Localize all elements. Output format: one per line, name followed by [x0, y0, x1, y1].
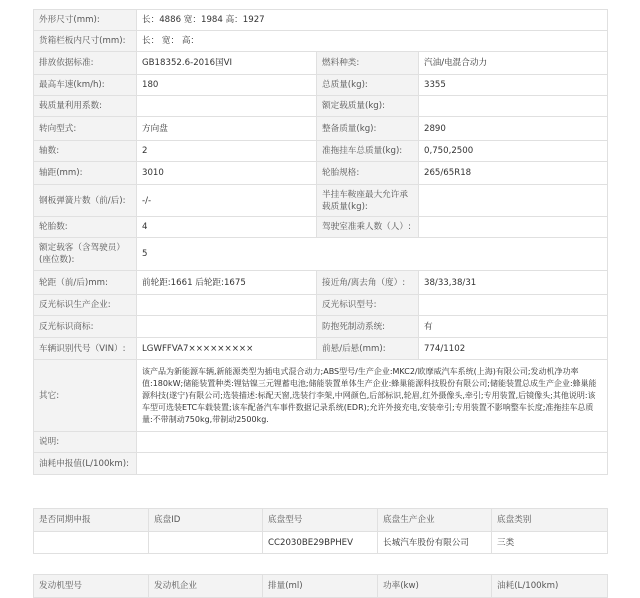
spec-label: 总质量(kg): [317, 75, 419, 96]
spec-label: 载质量利用系数: [34, 96, 137, 117]
spec-value: 38/33,38/31 [419, 271, 608, 295]
spec-row [34, 52, 608, 75]
chassis-declare-value [34, 532, 149, 554]
chassis-id-value [149, 532, 263, 554]
chassis-category-value: 三类 [492, 532, 608, 554]
spec-value: 该产品为新能源车辆,新能源类型为插电式混合动力;ABS型号/生产企业:MKC2/欧摩威汽车系统(上海)有限公司;发动机净功率值:180kW;储能装置种类:锂钴镍三元锂蓄电池;储能装置单体生产企业:蜂巢能源科技股份有限公司;储能装置总成生产企业:蜂巢能源科技(遂宁)有限公司;选装描述:标配天窗,选装行李架,中网颜色,后部标识,轮眉,红外摄像头,牵引;专用装置,后镜像头;其他说明:该车型可选装ETC车载装置;该车配备汽车事件数据记录系统(EDR);允许外接充电,安装牵引;专用装置不影响整车长度;准拖挂车总质量:不带制动750kg,带制动2500kg. [137, 360, 608, 432]
spec-row [34, 141, 608, 162]
spec-label: 整备质量(kg): [317, 117, 419, 141]
spec-label: 其它: [34, 360, 137, 432]
spec-row [34, 96, 608, 117]
chassis-header-maker: 底盘生产企业 [378, 509, 492, 532]
spec-value [137, 432, 608, 453]
spec-label: 前悬/后悬(mm): [317, 338, 419, 360]
spec-value: 180 [137, 75, 317, 96]
spec-label: 说明: [34, 432, 137, 453]
spec-row [34, 217, 608, 238]
spec-value [137, 96, 317, 117]
spec-label: 车辆识别代号（VIN）: [34, 338, 137, 360]
chassis-header-model: 底盘型号 [263, 509, 378, 532]
chassis-header-row [34, 509, 608, 532]
spec-value: 长：4886 宽：1984 高：1927 [137, 10, 608, 31]
spec-value: 774/1102 [419, 338, 608, 360]
spec-label: 最高车速(km/h): [34, 75, 137, 96]
spec-row [34, 432, 608, 453]
spec-value [419, 217, 608, 238]
spec-label: 轮胎数: [34, 217, 137, 238]
spec-label: 防抱死制动系统: [317, 316, 419, 338]
spec-value [419, 96, 608, 117]
engine-header-maker: 发动机企业 [149, 575, 263, 598]
chassis-table [33, 508, 608, 554]
spec-label: 转向型式: [34, 117, 137, 141]
spec-label: 轴数: [34, 141, 137, 162]
chassis-header-id: 底盘ID [149, 509, 263, 532]
engine-table [33, 574, 608, 598]
spec-row [34, 295, 608, 316]
spec-value: 265/65R18 [419, 162, 608, 185]
spec-label: 钢板弹簧片数（前/后): [34, 185, 137, 217]
spec-label: 燃料种类: [317, 52, 419, 75]
spec-value [419, 185, 608, 217]
spec-value: 0,750,2500 [419, 141, 608, 162]
engine-header-displacement: 排量(ml) [263, 575, 378, 598]
engine-header-power: 功率(kw) [378, 575, 492, 598]
spec-label: 货箱栏板内尺寸(mm): [34, 31, 137, 52]
spec-row [34, 271, 608, 295]
spec-value: 有 [419, 316, 608, 338]
vehicle-spec-table [33, 9, 608, 475]
spec-row [34, 360, 608, 432]
spec-label: 轴距(mm): [34, 162, 137, 185]
engine-header-row [34, 575, 608, 598]
spec-value: 4 [137, 217, 317, 238]
spec-row [34, 75, 608, 96]
spec-label: 额定载质量(kg): [317, 96, 419, 117]
spec-row [34, 338, 608, 360]
spec-value: 前轮距:1661 后轮距:1675 [137, 271, 317, 295]
spec-row [34, 162, 608, 185]
spec-label: 反光标识型号: [317, 295, 419, 316]
spec-row [34, 10, 608, 31]
spec-label: 反光标识商标: [34, 316, 137, 338]
chassis-data-row [34, 532, 608, 554]
spec-label: 半挂车鞍座最大允许承载质量(kg): [317, 185, 419, 217]
spec-label: 接近角/离去角（度）: [317, 271, 419, 295]
spec-value [419, 295, 608, 316]
spec-value: -/- [137, 185, 317, 217]
spec-label: 油耗申报值(L/100km): [34, 453, 137, 475]
spec-value: 汽油/电混合动力 [419, 52, 608, 75]
spec-label: 轮距（前/后)mm: [34, 271, 137, 295]
chassis-header-category: 底盘类别 [492, 509, 608, 532]
spec-row [34, 31, 608, 52]
spec-row [34, 238, 608, 271]
spec-value: 长： 宽： 高： [137, 31, 608, 52]
chassis-model-value: CC2030BE29BPHEV [263, 532, 378, 554]
spec-value: GB18352.6-2016国VI [137, 52, 317, 75]
spec-row [34, 117, 608, 141]
spec-row [34, 185, 608, 217]
spec-value: LGWFFVA7××××××××× [137, 338, 317, 360]
spec-label: 准拖挂车总质量(kg): [317, 141, 419, 162]
spec-value [137, 316, 317, 338]
spec-value: 5 [137, 238, 608, 271]
spec-label: 额定载客（含驾驶员）(座位数): [34, 238, 137, 271]
spec-label: 轮胎规格: [317, 162, 419, 185]
spec-value: 2 [137, 141, 317, 162]
spec-label: 驾驶室准乘人数（人）: [317, 217, 419, 238]
spec-row [34, 453, 608, 475]
spec-label: 排放依据标准: [34, 52, 137, 75]
spec-row [34, 316, 608, 338]
spec-label: 外形尺寸(mm): [34, 10, 137, 31]
spec-value [137, 295, 317, 316]
chassis-header-declare: 是否同期申报 [34, 509, 149, 532]
spec-value: 3010 [137, 162, 317, 185]
chassis-maker-value: 长城汽车股份有限公司 [378, 532, 492, 554]
engine-header-model: 发动机型号 [34, 575, 149, 598]
spec-value [137, 453, 608, 475]
spec-label: 反光标识生产企业: [34, 295, 137, 316]
spec-value: 2890 [419, 117, 608, 141]
engine-header-consumption: 油耗(L/100km) [492, 575, 608, 598]
spec-value: 3355 [419, 75, 608, 96]
spec-value: 方向盘 [137, 117, 317, 141]
